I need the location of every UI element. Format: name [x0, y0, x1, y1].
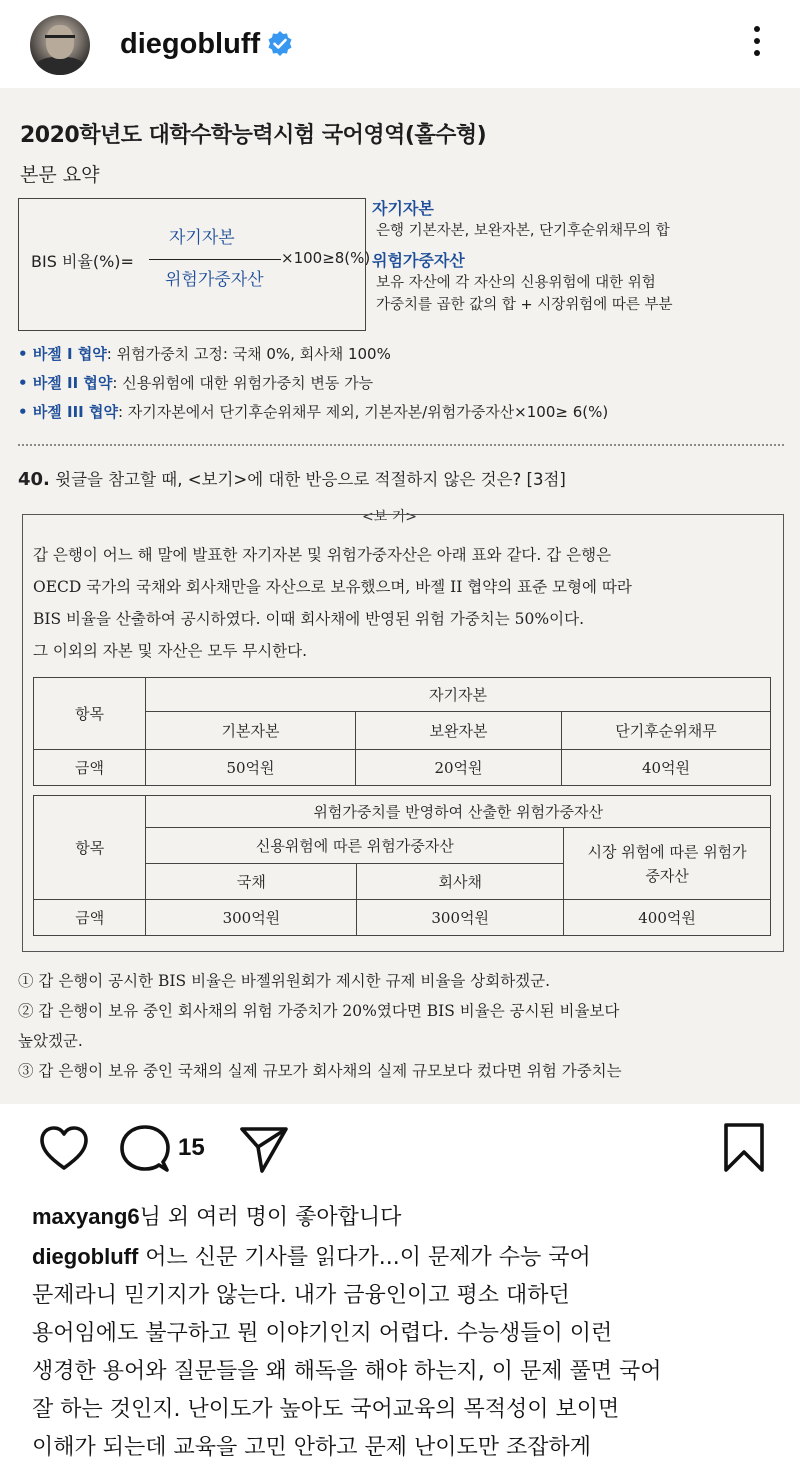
basel-item: • 바젤 III 협약: 자기자본에서 단기후순위채무 제외, 기본자본/위험가중자산×100≥ 6(%): [18, 403, 609, 421]
verified-badge-icon: [266, 30, 294, 58]
example-text: 갑 은행이 어느 해 말에 발표한 자기자본 및 위험가중자산은 아래 표와 같다. 갑 은행은 OECD 국가의 국채와 회사채만을 자산으로 보유했으며, 바젤 II 협약의 표준 모형에 따라 BIS 비율을 산출하여 공시하였다. 이때 회사채에 반영된 위험 가중치는 50%이다. 그 이외의 자본 및 자산은 모두 무시한다.: [33, 546, 632, 660]
definition-heading: 자기자본: [372, 199, 434, 218]
definitions: [372, 198, 792, 331]
definition-text: 보유 자산에 각 자산의 신용위험에 대한 위험: [376, 275, 656, 291]
table-header: 국채: [146, 864, 357, 900]
capital-table: [33, 677, 771, 786]
table-header: 신용위험에 따른 위험가중자산: [146, 828, 564, 864]
table-cell: 20억원: [356, 750, 562, 786]
risk-assets-table: [33, 795, 771, 936]
post-image[interactable]: [0, 88, 800, 1104]
fraction-line: [149, 259, 281, 260]
answer-option: 높았겠군.: [18, 1032, 83, 1050]
formula-right: ×100≥8(%): [281, 249, 371, 267]
more-options-icon[interactable]: [742, 20, 772, 66]
definition-text: 가중치를 곱한 값의 합 + 시장위험에 따른 부분: [376, 297, 673, 313]
table-header: 항목: [34, 678, 146, 750]
doc-title: 2020학년도 대학수학능력시험 국어영역(홀수형): [20, 123, 487, 148]
answer-option: ① 갑 은행이 공시한 BIS 비율은 바젤위원회가 제시한 규제 비율을 상회하겠군.: [18, 972, 551, 990]
definition-heading: 위험가중자산: [372, 251, 465, 270]
question-stem: 40. 윗글을 참고할 때, <보기>에 대한 반응으로 적절하지 않은 것은? [3점]: [18, 469, 566, 490]
exam-document: [0, 88, 800, 1104]
divider: [18, 444, 784, 446]
heart-icon[interactable]: [38, 1124, 90, 1172]
table-cell: 50억원: [146, 750, 356, 786]
definition-text: 은행 기본자본, 보완자본, 단기후순위채무의 합: [376, 223, 670, 239]
formula-numerator: 자기자본: [169, 228, 235, 248]
table-cell: 금액: [34, 750, 146, 786]
bookmark-icon[interactable]: [722, 1122, 766, 1174]
formula-left: BIS 비율(%)=: [31, 252, 134, 271]
table-header: 보완자본: [356, 712, 562, 750]
table-header: 시장 위험에 따른 위험가중자산: [564, 828, 771, 900]
box-label: <보 기>: [362, 509, 417, 525]
table-header: 항목: [34, 796, 146, 900]
table-cell: 40억원: [562, 750, 771, 786]
comment-icon[interactable]: [120, 1124, 170, 1174]
post-header: [0, 0, 800, 88]
basel-list: [18, 340, 788, 427]
table-cell: 300억원: [146, 900, 357, 936]
formula-box: [18, 198, 371, 331]
answer-option: ② 갑 은행이 보유 중인 회사채의 위험 가중치가 20%였다면 BIS 비율은 공시된 비율보다: [18, 1002, 620, 1020]
caption-username[interactable]: diegobluff: [32, 1244, 139, 1269]
username[interactable]: diegobluff: [120, 28, 261, 60]
comment-count: 15: [178, 1134, 205, 1161]
basel-item: • 바젤 II 협약: 신용위험에 대한 위험가중치 변동 가능: [18, 374, 374, 392]
table-header: 위험가중치를 반영하여 산출한 위험가중자산: [146, 796, 771, 828]
table-cell: 400억원: [564, 900, 771, 936]
share-icon[interactable]: [238, 1124, 290, 1174]
formula-denominator: 위험가중자산: [165, 270, 264, 290]
table-header: 단기후순위채무: [562, 712, 771, 750]
liker-username[interactable]: maxyang6: [32, 1204, 140, 1229]
answer-option: ③ 갑 은행이 보유 중인 국채의 실제 규모가 회사채의 실제 규모보다 컸다면 위험 가중치는: [18, 1062, 622, 1080]
basel-item: • 바젤 I 협약: 위험가중치 고정: 국채 0%, 회사채 100%: [18, 345, 391, 363]
table-header: 자기자본: [146, 678, 771, 712]
table-header: 기본자본: [146, 712, 356, 750]
caption: diegobluff 어느 신문 기사를 읽다가...이 문제가 수능 국어 문제라니 믿기지가 않는다. 내가 금융인이고 평소 대하던 용어임에도 불구하고 뭔 이야기인지 어렵다. 수능생들이 이런 생경한 용어와 질문들을 왜 해독을 해야 하는지, 이 문제 풀면 국어 잘 하는 것인지. 난이도가 높아도 국어교육의 목적성이 보이면 이해가 되는데 교육을 고민 안하고 문제 난이도만 조잡하게: [32, 1244, 662, 1460]
table-cell: 금액: [34, 900, 146, 936]
example-box: [22, 514, 784, 952]
action-bar: [0, 1104, 800, 1194]
answer-options: [18, 966, 788, 1086]
doc-subtitle: 본문 요약: [20, 164, 100, 186]
table-header: 회사채: [357, 864, 564, 900]
table-cell: 300억원: [357, 900, 564, 936]
likes-summary[interactable]: maxyang6님 외 여러 명이 좋아합니다: [32, 1204, 402, 1230]
avatar[interactable]: [30, 15, 90, 75]
